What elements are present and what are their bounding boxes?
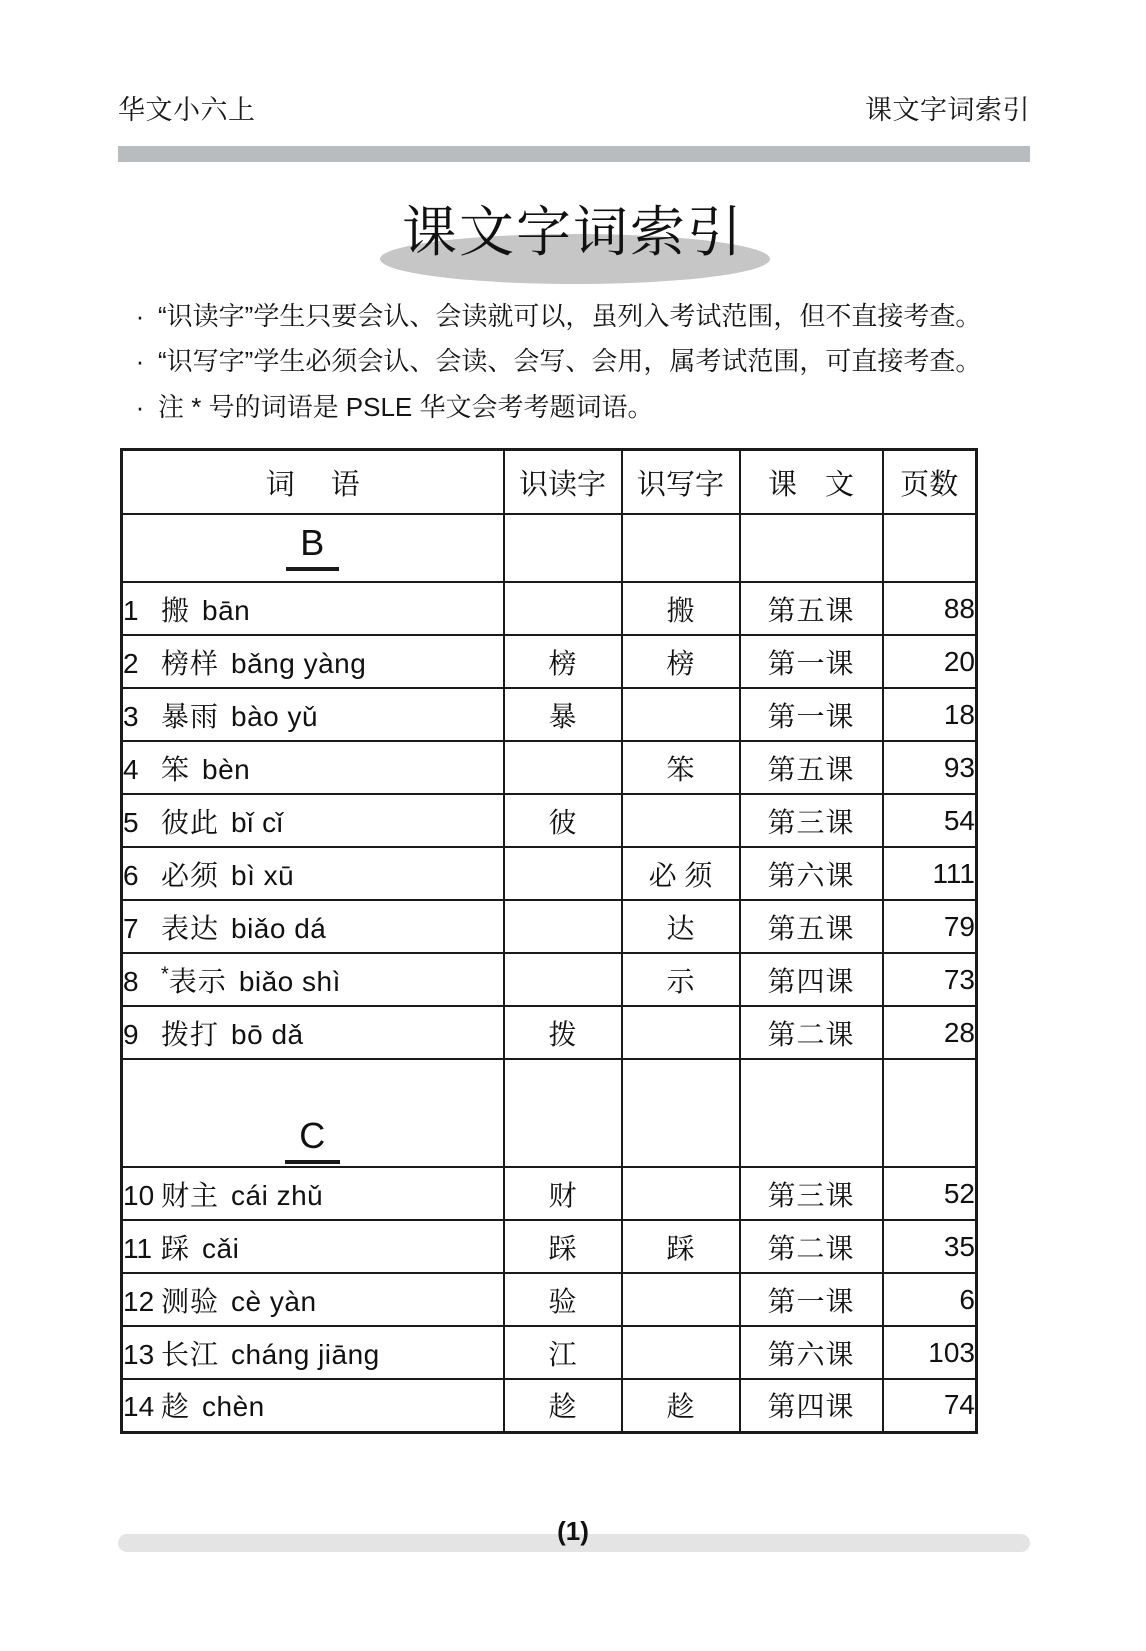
word-pinyin: bǐ cǐ xyxy=(231,806,284,838)
cell-word xyxy=(122,794,504,847)
cell-lesson: 第六课 xyxy=(740,847,883,900)
notes-list xyxy=(122,300,1032,436)
cell-lesson: 第一课 xyxy=(740,635,883,688)
table-row xyxy=(122,741,977,794)
section-spacer-write xyxy=(622,1059,740,1167)
table-row xyxy=(122,1167,977,1220)
cell-lesson: 第二课 xyxy=(740,1220,883,1273)
cell-recognize-read: 彼 xyxy=(504,794,622,847)
cell-lesson: 第五课 xyxy=(740,582,883,635)
table-row xyxy=(122,688,977,741)
row-number: 5 xyxy=(123,806,139,838)
row-number: 10 xyxy=(123,1179,155,1211)
cell-word xyxy=(122,1167,504,1220)
section-spacer-read xyxy=(504,514,622,582)
cell-recognize-write: 必 须 xyxy=(622,847,740,900)
table-row xyxy=(122,635,977,688)
page-number: (1) xyxy=(557,1516,589,1546)
word-hanzi: 彼此 xyxy=(161,806,220,838)
cell-page: 93 xyxy=(883,741,977,794)
cell-word xyxy=(122,1379,504,1432)
column-header-lesson: 课 文 xyxy=(740,450,883,515)
cell-recognize-write: 示 xyxy=(622,953,740,1006)
cell-recognize-read: 江 xyxy=(504,1326,622,1379)
section-letter-cell xyxy=(122,1059,504,1167)
cell-word xyxy=(122,900,504,953)
table-row xyxy=(122,953,977,1006)
cell-lesson: 第二课 xyxy=(740,1006,883,1059)
cell-recognize-read xyxy=(504,741,622,794)
section-spacer-page xyxy=(883,1059,977,1167)
row-number: 6 xyxy=(123,859,139,891)
table-row xyxy=(122,1326,977,1379)
cell-lesson: 第三课 xyxy=(740,794,883,847)
row-number: 1 xyxy=(123,594,139,626)
cell-word xyxy=(122,1326,504,1379)
word-hanzi: 拨打 xyxy=(161,1018,220,1050)
cell-lesson: 第三课 xyxy=(740,1167,883,1220)
section-letter-row xyxy=(122,1059,977,1167)
word-pinyin: biǎo shì xyxy=(238,965,341,997)
cell-lesson: 第五课 xyxy=(740,741,883,794)
header-rule xyxy=(118,146,1030,162)
section-letter-row xyxy=(122,514,977,582)
row-number: 11 xyxy=(123,1232,153,1264)
section-spacer-page xyxy=(883,514,977,582)
word-hanzi: 长江 xyxy=(161,1338,220,1370)
row-number: 3 xyxy=(123,700,139,732)
row-number: 9 xyxy=(123,1018,139,1050)
cell-page: 20 xyxy=(883,635,977,688)
table-row xyxy=(122,1273,977,1326)
cell-word xyxy=(122,1220,504,1273)
cell-page: 111 xyxy=(883,847,977,900)
page-title-block xyxy=(0,188,1146,278)
section-spacer-lesson xyxy=(740,1059,883,1167)
cell-word xyxy=(122,953,504,1006)
word-hanzi: 趁 xyxy=(161,1391,191,1423)
cell-recognize-read xyxy=(504,847,622,900)
note-text: “识读字”学生只要会认、会读就可以，虽列入考试范围，但不直接考查。 xyxy=(158,301,982,331)
cell-recognize-write: 趁 xyxy=(622,1379,740,1432)
cell-word xyxy=(122,1273,504,1326)
section-letter-c: C xyxy=(285,1118,340,1164)
cell-page: 88 xyxy=(883,582,977,635)
word-hanzi: 财主 xyxy=(161,1179,220,1211)
word-hanzi: 必须 xyxy=(161,859,220,891)
note-item xyxy=(122,391,1032,424)
cell-page: 35 xyxy=(883,1220,977,1273)
cell-page: 6 xyxy=(883,1273,977,1326)
header-section-title: 课文字词索引 xyxy=(865,95,1030,125)
cell-recognize-write: 榜 xyxy=(622,635,740,688)
cell-recognize-write: 搬 xyxy=(622,582,740,635)
cell-recognize-write xyxy=(622,1326,740,1379)
section-spacer-read xyxy=(504,1059,622,1167)
cell-recognize-write: 踩 xyxy=(622,1220,740,1273)
row-number: 14 xyxy=(123,1391,155,1423)
cell-recognize-read: 拨 xyxy=(504,1006,622,1059)
column-header-recognize-write: 识写字 xyxy=(622,450,740,515)
cell-word xyxy=(122,688,504,741)
table-body xyxy=(122,514,977,1432)
row-number: 4 xyxy=(123,753,139,785)
cell-word xyxy=(122,635,504,688)
running-header xyxy=(118,88,1030,127)
cell-page: 73 xyxy=(883,953,977,1006)
table-row xyxy=(122,900,977,953)
word-pinyin: cháng jiāng xyxy=(231,1338,380,1370)
cell-recognize-write xyxy=(622,1167,740,1220)
cell-lesson: 第四课 xyxy=(740,953,883,1006)
column-header-recognize-read: 识读字 xyxy=(504,450,622,515)
word-pinyin: bō dǎ xyxy=(231,1018,304,1050)
row-number: 12 xyxy=(123,1285,155,1317)
psle-star: * xyxy=(161,963,169,986)
cell-recognize-read: 趁 xyxy=(504,1379,622,1432)
bullet-icon: · xyxy=(135,391,145,422)
cell-page: 103 xyxy=(883,1326,977,1379)
cell-recognize-write xyxy=(622,688,740,741)
table-row xyxy=(122,794,977,847)
cell-lesson: 第一课 xyxy=(740,1273,883,1326)
cell-lesson: 第一课 xyxy=(740,688,883,741)
row-number: 2 xyxy=(123,647,139,679)
section-letter-cell xyxy=(122,514,504,582)
cell-page: 54 xyxy=(883,794,977,847)
note-item xyxy=(122,300,1032,333)
header-book-title: 华文小六上 xyxy=(118,95,256,125)
section-spacer-write xyxy=(622,514,740,582)
cell-lesson: 第五课 xyxy=(740,900,883,953)
word-hanzi: 测验 xyxy=(161,1285,220,1317)
cell-recognize-write: 笨 xyxy=(622,741,740,794)
table-row xyxy=(122,582,977,635)
column-header-page: 页数 xyxy=(883,450,977,515)
table-row xyxy=(122,1379,977,1432)
word-hanzi: 笨 xyxy=(161,753,191,785)
word-pinyin: bèn xyxy=(202,753,251,785)
note-text: “识写字”学生必须会认、会读、会写、会用，属考试范围，可直接考查。 xyxy=(158,346,982,377)
cell-word xyxy=(122,1006,504,1059)
word-hanzi: 暴雨 xyxy=(161,700,220,732)
word-pinyin: chèn xyxy=(202,1391,265,1423)
table-header-row xyxy=(122,450,977,515)
cell-recognize-read xyxy=(504,582,622,635)
section-spacer-lesson xyxy=(740,514,883,582)
word-pinyin: cè yàn xyxy=(231,1285,317,1317)
section-letter-b: B xyxy=(286,525,339,571)
cell-recognize-write xyxy=(622,794,740,847)
cell-page: 52 xyxy=(883,1167,977,1220)
cell-recognize-write: 达 xyxy=(622,900,740,953)
cell-recognize-write xyxy=(622,1273,740,1326)
cell-recognize-read: 暴 xyxy=(504,688,622,741)
cell-word xyxy=(122,582,504,635)
word-hanzi: 榜样 xyxy=(161,647,220,679)
word-hanzi: 表示 xyxy=(168,965,227,997)
word-pinyin: bǎng yàng xyxy=(231,647,367,679)
cell-recognize-read: 财 xyxy=(504,1167,622,1220)
cell-recognize-read: 踩 xyxy=(504,1220,622,1273)
cell-lesson: 第四课 xyxy=(740,1379,883,1432)
word-pinyin: cǎi xyxy=(202,1232,240,1264)
row-number: 8 xyxy=(123,965,139,997)
word-pinyin: bì xū xyxy=(231,859,295,891)
cell-recognize-read: 验 xyxy=(504,1273,622,1326)
cell-page: 18 xyxy=(883,688,977,741)
word-pinyin: bào yǔ xyxy=(231,700,319,732)
word-pinyin: cái zhǔ xyxy=(231,1179,324,1211)
cell-recognize-write xyxy=(622,1006,740,1059)
bullet-icon: · xyxy=(135,346,145,377)
cell-word xyxy=(122,847,504,900)
cell-recognize-read xyxy=(504,900,622,953)
note-text: 注 * 号的词语是 PSLE 华文会考考题词语。 xyxy=(158,391,654,422)
word-hanzi: 表达 xyxy=(161,912,220,944)
table-row xyxy=(122,1220,977,1273)
table-row xyxy=(122,1006,977,1059)
row-number: 13 xyxy=(123,1338,155,1370)
cell-page: 28 xyxy=(883,1006,977,1059)
table-row xyxy=(122,847,977,900)
cell-recognize-read: 榜 xyxy=(504,635,622,688)
cell-word xyxy=(122,741,504,794)
vocabulary-index-table xyxy=(120,448,978,1434)
word-hanzi: 搬 xyxy=(161,594,191,626)
row-number: 7 xyxy=(123,912,139,944)
word-hanzi: 踩 xyxy=(161,1232,191,1264)
column-header-word: 词 语 xyxy=(122,450,504,515)
bullet-icon: · xyxy=(135,301,145,331)
page-title: 课文字词索引 xyxy=(401,201,744,263)
cell-lesson: 第六课 xyxy=(740,1326,883,1379)
cell-recognize-read xyxy=(504,953,622,1006)
word-pinyin: biǎo dá xyxy=(231,912,327,944)
word-pinyin: bān xyxy=(202,594,251,626)
cell-page: 79 xyxy=(883,900,977,953)
note-item xyxy=(122,345,1032,378)
cell-page: 74 xyxy=(883,1379,977,1432)
